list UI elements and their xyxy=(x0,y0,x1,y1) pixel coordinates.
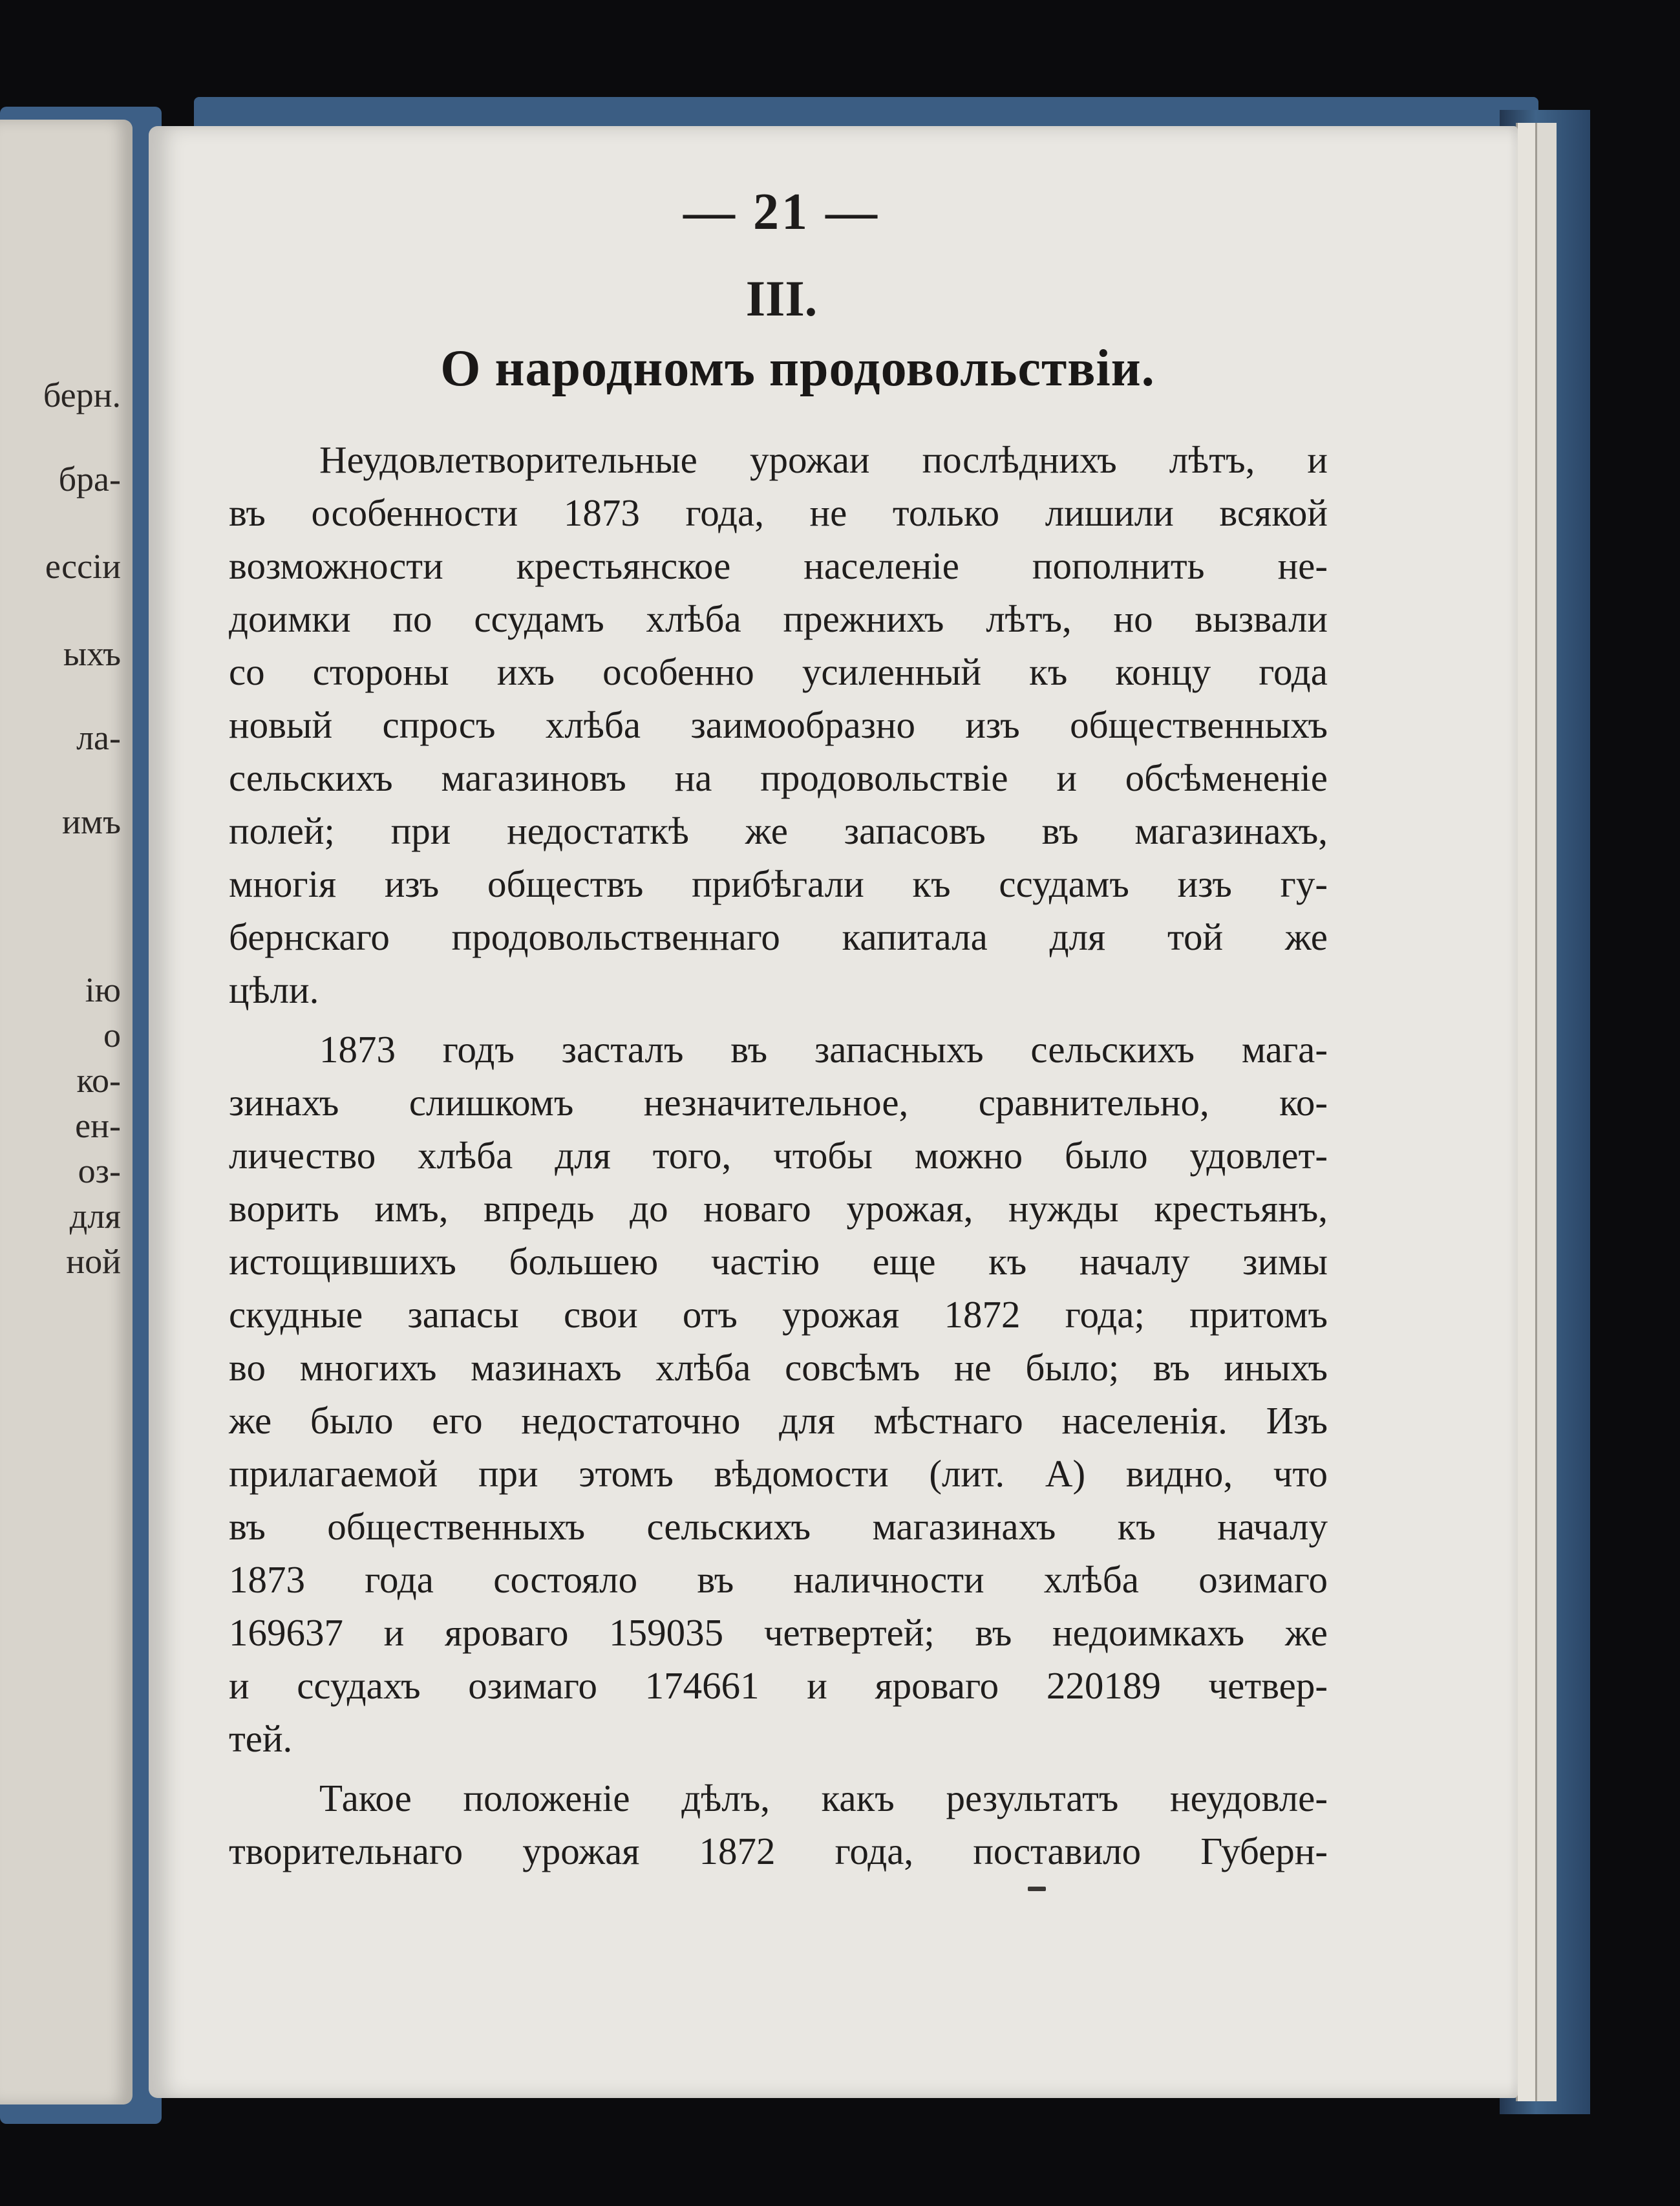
left-fragment: для xyxy=(69,1197,121,1236)
text-line: творительнаго урожая 1872 года, поставило Губерн- xyxy=(229,1830,1328,1872)
left-fragment: ко- xyxy=(76,1061,121,1100)
left-fragment: ла- xyxy=(76,718,121,757)
text-line: бернскаго продовольственнаго капитала для той же xyxy=(229,916,1328,958)
text-line: во многихъ мазинахъ хлѣба совсѣмъ не было; въ иныхъ xyxy=(229,1346,1328,1389)
page-stack-edge xyxy=(1516,123,1537,2101)
page-stack-edge xyxy=(1535,123,1557,2101)
text-line: цѣли. xyxy=(229,969,319,1011)
left-fragment: ессіи xyxy=(45,547,121,586)
left-fragment: оз- xyxy=(78,1151,121,1190)
text-line: со стороны ихъ особенно усиленный къ концу года xyxy=(229,650,1328,693)
left-fragment: бра- xyxy=(58,460,121,498)
text-line: многія изъ обществъ прибѣгали къ ссудамъ изъ гу- xyxy=(229,862,1328,905)
text-line: зинахъ слишкомъ незначительное, сравнительно, ко- xyxy=(229,1081,1328,1124)
text-line: Неудовлетворительные урожаи послѣднихъ лѣтъ, и xyxy=(319,438,1328,481)
text-line: скудные запасы свои отъ урожая 1872 года; притомъ xyxy=(229,1293,1328,1336)
text-line: и ссудахъ озимаго 174661 и яроваго 220189 четвер- xyxy=(229,1664,1328,1707)
text-line: 1873 годъ засталъ въ запасныхъ сельскихъ мага- xyxy=(319,1028,1328,1071)
page-number: — 21 — xyxy=(683,184,880,241)
left-fragment: ной xyxy=(66,1242,121,1281)
text-line: новый спросъ хлѣба заимообразно изъ общественныхъ xyxy=(229,703,1328,746)
text-line: 169637 и яроваго 159035 четвертей; въ недоимкахъ же xyxy=(229,1611,1328,1654)
text-line: истощившихъ большею частію еще къ началу зимы xyxy=(229,1240,1328,1283)
left-fragment: ыхъ xyxy=(63,634,121,673)
previous-page-fragment xyxy=(0,120,133,2104)
text-line: полей; при недостаткѣ же запасовъ въ магазинахъ, xyxy=(229,809,1328,852)
left-fragment: имъ xyxy=(62,802,121,841)
section-number: III. xyxy=(745,270,818,327)
text-line: личество хлѣба для того, чтобы можно было удовлет- xyxy=(229,1134,1328,1177)
text-line: 1873 года состояло въ наличности хлѣба озимаго xyxy=(229,1558,1328,1601)
page-body-text xyxy=(229,433,1328,1878)
text-line: Такое положеніе дѣлъ, какъ результатъ неудовле- xyxy=(319,1777,1328,1819)
text-line: прилагаемой при этомъ вѣдомости (лит. А) видно, что xyxy=(229,1452,1328,1495)
text-line: же было его недостаточно для мѣстнаго населенія. Изъ xyxy=(229,1399,1328,1442)
left-fragment: ію xyxy=(85,970,121,1009)
text-line: сельскихъ магазиновъ на продовольствіе и обсѣмененіе xyxy=(229,756,1328,799)
left-fragment: ен- xyxy=(75,1106,121,1145)
left-fragment: берн. xyxy=(43,376,121,414)
book-page xyxy=(149,126,1518,2098)
text-line: ворить имъ, впредь до новаго урожая, нужды крестьянъ, xyxy=(229,1187,1328,1230)
ink-mark xyxy=(1028,1887,1046,1891)
text-line: возможности крестьянское населеніе пополнить не- xyxy=(229,544,1328,587)
text-line: въ общественныхъ сельскихъ магазинахъ къ началу xyxy=(229,1505,1328,1548)
text-line: доимки по ссудамъ хлѣба прежнихъ лѣтъ, но вызвали xyxy=(229,597,1328,640)
text-line: тей. xyxy=(229,1717,293,1760)
section-title: О народномъ продовольствіи. xyxy=(440,340,1155,397)
text-line: въ особенности 1873 года, не только лишили всякой xyxy=(229,491,1328,534)
left-fragment: о xyxy=(103,1016,121,1055)
